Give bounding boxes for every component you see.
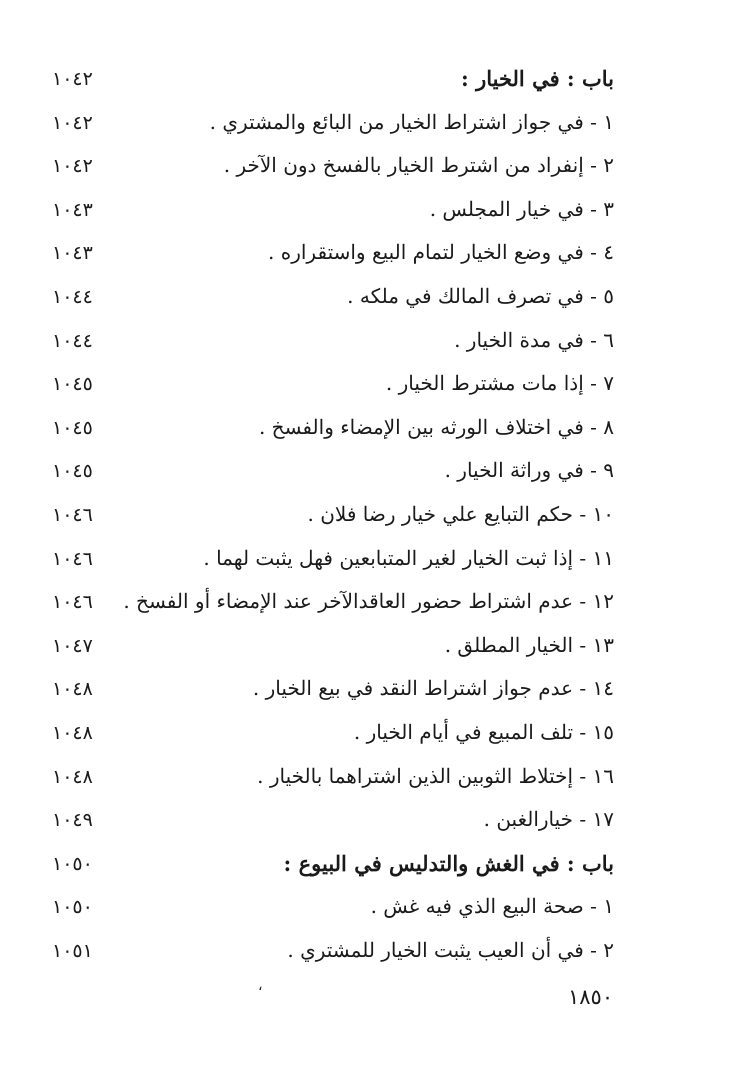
- toc-entry: [0, 234, 752, 278]
- toc-entry-title: ٦ - في مدة الخيار .: [454, 327, 614, 352]
- toc-entry-page: ١٠٤٦: [52, 591, 93, 614]
- toc-entry-title: ١٥ - تلف المبيع في أيام الخيار .: [353, 719, 614, 744]
- toc-entry-title: باب : في الغش والتدليس في البيوع :: [283, 850, 614, 876]
- toc-entry: [0, 191, 752, 235]
- toc-entry-page: ١٠٤٢: [52, 155, 93, 178]
- toc-entry-page: ١٠٤٣: [52, 198, 93, 221]
- toc-entry-title: ١٤ - عدم جواز اشتراط النقد في بيع الخيار .: [252, 676, 614, 701]
- toc-entry-title: ١٦ - إختلاط الثوبين الذين اشتراهما بالخيار .: [257, 763, 614, 788]
- toc-entry-title: باب : في الخيار :: [461, 66, 614, 91]
- toc-entry-title: ٤ - في وضع الخيار لتمام البيع واستقراره .: [268, 240, 614, 265]
- toc-entry: [0, 147, 752, 191]
- toc-entry: [0, 278, 752, 322]
- toc-entry: [0, 670, 752, 714]
- toc-entry-title: ٧ - إذا مات مشترط الخيار .: [385, 371, 614, 396]
- toc-entry-page: ١٠٤٢: [52, 111, 93, 134]
- toc-entry-title: ٣ - في خيار المجلس .: [429, 196, 614, 221]
- toc-entry-page: ١٠٥١: [52, 939, 93, 962]
- toc-entry-page: ١٠٤٦: [52, 547, 93, 570]
- toc-entry-page: ١٠٤٩: [52, 809, 93, 832]
- toc-entry-title: ١٧ - خيارالغبن .: [483, 807, 614, 832]
- ink-mark: ،: [258, 978, 263, 994]
- toc-entry: [0, 452, 752, 496]
- toc-entry-title: ١٠ - حكم التبايع علي خيار رضا فلان .: [307, 501, 614, 526]
- toc-entry-title: ١٢ - عدم اشتراط حضور العاقدالآخر عند الإمضاء أو الفسخ .: [123, 589, 614, 614]
- toc-entry: [0, 409, 752, 453]
- toc-entry: [0, 627, 752, 671]
- toc-section-heading: [0, 845, 752, 889]
- toc-entry-title: ١٣ - الخيار المطلق .: [444, 632, 614, 657]
- toc-entry-title: ٨ - في اختلاف الورثه بين الإمضاء والفسخ .: [258, 414, 614, 439]
- toc-entry-page: ١٠٤٤: [52, 329, 93, 352]
- toc-entry-title: ١١ - إذا ثبت الخيار لغير المتبابعين فهل يثبت لهما .: [203, 545, 614, 570]
- toc-entry: [0, 583, 752, 627]
- toc-entry-page: ١٠٥٠: [52, 896, 93, 919]
- toc-entry: [0, 801, 752, 845]
- toc-entry: [0, 322, 752, 366]
- toc-entry: [0, 932, 752, 976]
- toc-entry-page: ١٠٤٨: [52, 765, 93, 788]
- table-of-contents: [0, 60, 752, 975]
- toc-entry-title: ٩ - في وراثة الخيار .: [444, 458, 614, 483]
- toc-entry: [0, 758, 752, 802]
- toc-entry-page: ١٠٤٤: [52, 285, 93, 308]
- toc-entry-title: ٢ - في أن العيب يثبت الخيار للمشتري .: [287, 937, 614, 962]
- toc-entry-page: ١٠٤٨: [52, 678, 93, 701]
- toc-entry: [0, 888, 752, 932]
- toc-entry-page: ١٠٤٥: [52, 416, 93, 439]
- toc-entry: [0, 540, 752, 584]
- toc-entry-page: ١٠٤٧: [52, 634, 93, 657]
- toc-section-heading: [0, 60, 752, 104]
- toc-entry-page: ١٠٤٣: [52, 242, 93, 265]
- toc-entry: [0, 496, 752, 540]
- toc-entry-page: ١٠٤٥: [52, 373, 93, 396]
- toc-entry-title: ٥ - في تصرف المالك في ملكه .: [347, 283, 614, 308]
- toc-entry-page: ١٠٤٦: [52, 503, 93, 526]
- toc-entry: [0, 104, 752, 148]
- toc-entry-title: ٢ - إنفراد من اشترط الخيار بالفسخ دون الآخر .: [223, 153, 614, 178]
- toc-entry-title: ١ - في جواز اشتراط الخيار من البائع والمشتري .: [209, 109, 614, 134]
- toc-entry: [0, 365, 752, 409]
- toc-entry-page: ١٠٤٨: [52, 721, 93, 744]
- toc-entry-title: ١ - صحة البيع الذي فيه غش .: [370, 894, 614, 919]
- toc-entry-page: ١٠٥٠: [52, 852, 93, 875]
- toc-entry: [0, 714, 752, 758]
- page-number: ١٨٥٠: [568, 985, 614, 1009]
- toc-entry-page: ١٠٤٥: [52, 460, 93, 483]
- toc-entry-page: ١٠٤٢: [52, 68, 93, 90]
